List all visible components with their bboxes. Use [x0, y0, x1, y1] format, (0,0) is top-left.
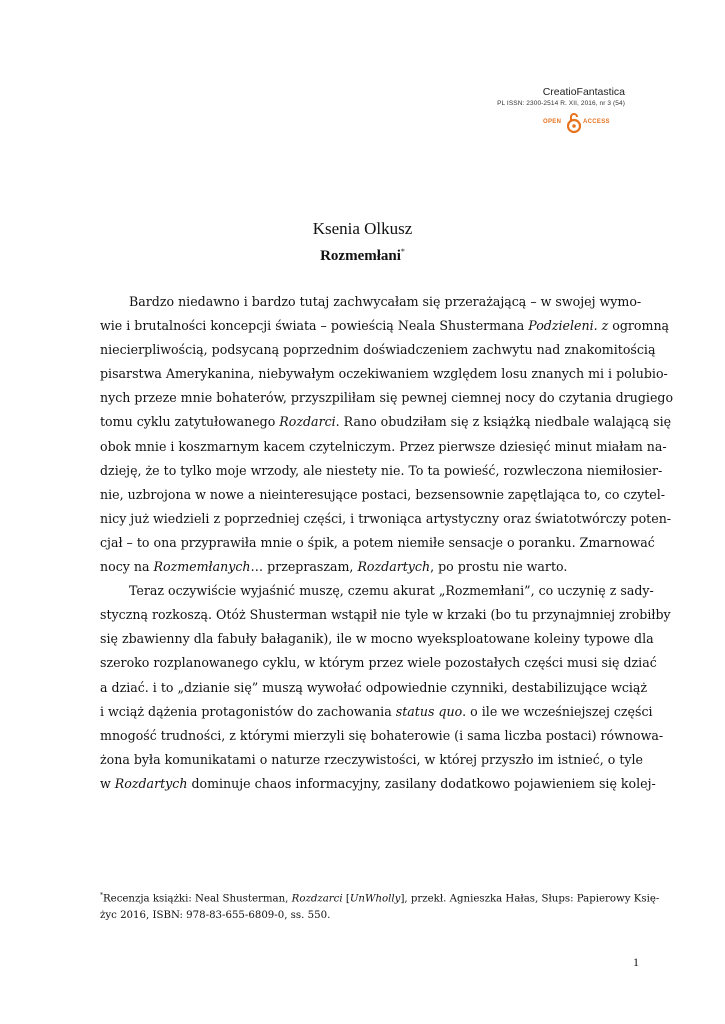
- open-access-label-access: ACCESS: [583, 119, 610, 125]
- journal-issn: PL ISSN: 2300-2514 R. XII, 2016, nr 3 (54): [497, 100, 625, 107]
- open-access-logo: [543, 112, 613, 134]
- body-line: pisarstwa Amerykanina, niebywałym oczekiwaniem względem losu znanych mi i polubio-: [100, 366, 668, 382]
- body-line: tomu cyklu zatytułowanego Rozdarci. Rano obudziłam się z książką niedbale walającą się: [100, 414, 672, 430]
- body-line: niecierpliwością, podsycaną poprzednim doświadczeniem zachwytu nad znakomitością: [100, 342, 656, 358]
- article-body: [100, 290, 674, 796]
- article-author: Ksenia Olkusz: [312, 219, 413, 238]
- body-line: Teraz oczywiście wyjaśnić muszę, czemu akurat „Rozmemłani”, co uczynię z sady-: [129, 583, 654, 599]
- body-line: a dziać. i to „dzianie się” muszą wywołać odpowiednie czynniki, destabilizujące wciąż: [100, 679, 648, 695]
- body-line: się zbawienny dla fabuły bałaganik), ile w mocno wyeksploatowane koleiny typowe dla: [100, 631, 654, 647]
- body-line: nocy na Rozmemłanych… przepraszam, Rozdartych, po prostu nie warto.: [100, 559, 568, 575]
- body-line: nicy już wiedzieli z poprzedniej części, i trwoniąca artystyczny oraz światotwórczy poten-: [100, 510, 672, 526]
- body-line: dzieję, że to tylko moje wrzody, ale niestety nie. To ta powieść, rozwleczona niemiłosier-: [100, 462, 663, 478]
- article-title: Rozmemłani: [320, 248, 401, 264]
- body-line: w Rozdartych dominuje chaos informacyjny, zasilany dodatkowo pojawieniem się kolej-: [100, 775, 656, 791]
- body-line: obok mnie i koszmarnym kacem czytelniczym. Przez pierwsze dziesięć minut miałam na-: [100, 438, 667, 454]
- body-line: szeroko rozplanowanego cyklu, w którym przez wiele pozostałych części musi się dziać: [100, 655, 657, 671]
- body-line: wie i brutalności koncepcji świata – powieścią Neala Shustermana Podzieleni. z ogromną: [100, 318, 670, 334]
- footnote-reference-mark: *: [400, 247, 405, 256]
- footnote-line: życ 2016, ISBN: 978-83-655-6809-0, ss. 550.: [100, 910, 331, 922]
- journal-name: CreatioFantastica: [542, 86, 625, 98]
- body-line: styczną rozkoszą. Otóż Shusterman wstąpił nie tyle w krzaki (bo tu przynajmniej zrobiłby: [100, 607, 671, 623]
- footnote-line: *Recenzja książki: Neal Shusterman, Rozdzarci [UnWholly], przekł. Agnieszka Hałas, Słups: Papierowy Księ-: [100, 892, 660, 905]
- body-line: nie, uzbrojona w nowe a nieinteresujące postaci, bezsensownie zapętlająca to, co czytel-: [100, 486, 666, 502]
- body-line: cjał – to ona przyprawiła mnie o śpik, a potem niemiłe sensacje o poranku. Zmarnować: [100, 534, 655, 550]
- body-line: Bardzo niedawno i bardzo tutaj zachwycałam się przerażającą – w swojej wymo-: [129, 294, 642, 309]
- body-line: nych przeze mnie bohaterów, przyszpiliłam się pewnej ciemnej nocy do czytania drugiego: [100, 390, 674, 406]
- footnote: [100, 887, 660, 924]
- body-line: mnogość trudności, z którymi mierzyli się bohaterowie (i sama liczba postaci) równowa-: [100, 727, 664, 743]
- page-number: 1: [633, 955, 639, 969]
- body-line: i wciąż dążenia protagonistów do zachowania status quo. o ile we wcześniejszej części: [100, 703, 653, 719]
- article-title-block: [0, 247, 725, 265]
- body-line: żona była komunikatami o naturze rzeczywistości, w której przyszło im istnieć, o tyle: [100, 751, 644, 767]
- open-access-label-open: OPEN: [543, 119, 562, 125]
- open-access-lock-icon: [567, 112, 581, 134]
- journal-header: [497, 86, 625, 109]
- footnote-mark: *: [100, 892, 103, 899]
